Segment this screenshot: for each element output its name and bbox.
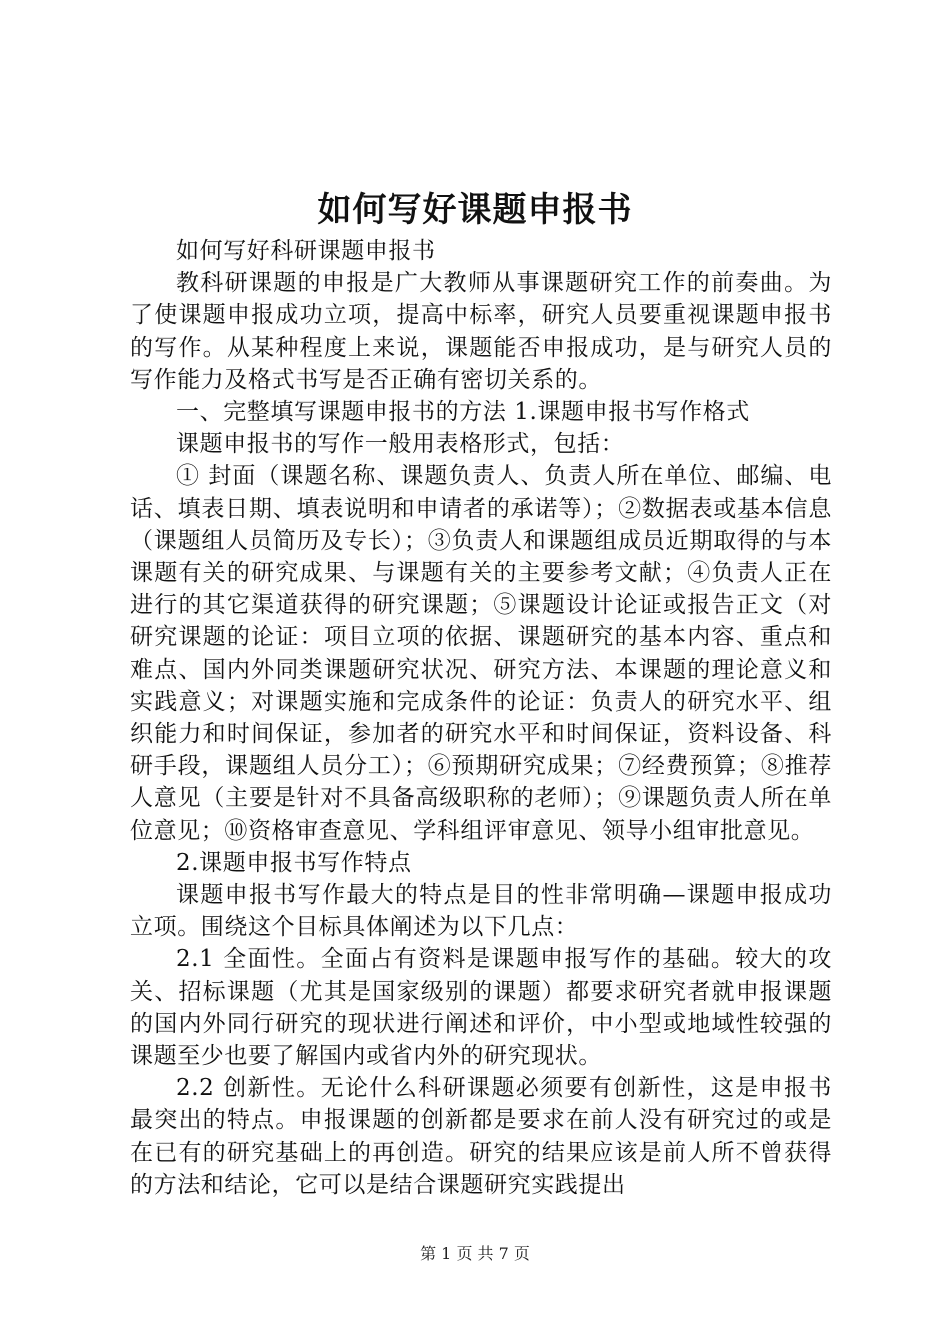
paragraph-format-list: ① 封面（课题名称、课题负责人、负责人所在单位、邮编、电话、填表日期、填表说明和申请者的承诺等）；②数据表或基本信息（课题组人员简历及专长）；③负责人和课题组成员近期取得的与本课题有关的研究成果、与课题有关的主要参考文献；④负责人正在进行的其它渠道获得的研究课题；⑤课题设计论证或报告正文（对研究课题的论证：项目立项的依据、课题研究的基本内容、重点和难点、国内外同类课题研究状况、研究方法、本课题的理论意义和实践意义；对课题实施和完成条件的论证：负责人的研究水平、组织能力和时间保证，参加者的研究水平和时间保证，资料设备、科研手段，课题组人员分工）；⑥预期研究成果；⑦经费预算；⑧推荐人意见（主要是针对不具备高级职称的老师）；⑨课题负责人所在单位意见；⑩资格审查意见、学科组评审意见、领导小组审批意见。 xyxy=(130,463,832,844)
paragraph-features-lead: 课题申报书写作最大的特点是目的性非常明确—课题申报成功立项。围绕这个目标具体阐述为以下几点： xyxy=(130,882,832,941)
paragraph-intro: 教科研课题的申报是广大教师从事课题研究工作的前奏曲。为了使课题申报成功立项，提高中标率，研究人员要重视课题申报书的写作。从某种程度上来说，课题能否申报成功，是与研究人员的写作能力及格式书写是否正确有密切关系的。 xyxy=(130,270,832,393)
document-body xyxy=(130,235,832,1201)
paragraph-subtitle: 如何写好科研课题申报书 xyxy=(176,238,436,264)
page-number-footer: 第 1 页 共 7 页 xyxy=(420,1244,530,1263)
document-title: 如何写好课题申报书 xyxy=(317,190,633,230)
paragraph-innovation: 2.2 创新性。无论什么科研课题必须要有创新性，这是申报书最突出的特点。申报课题的创新都是要求在前人没有研究过的或是在已有的研究基础上的再创造。研究的结果应该是前人所不曾获得的方法和结论，它可以是结合课题研究实践提出 xyxy=(130,1075,832,1198)
paragraph-subsection-heading: 2.课题申报书写作特点 xyxy=(176,849,412,876)
paragraph-comprehensiveness: 2.1 全面性。全面占有资料是课题申报写作的基础。较大的攻关、招标课题（尤其是国家级别的课题）都要求研究者就申报课题的国内外同行研究的现状进行阐述和评价，中小型或地域性较强的课题至少也要了解国内或省内外的研究现状。 xyxy=(130,946,832,1070)
paragraph-format-lead: 课题申报书的写作一般用表格形式，包括： xyxy=(176,431,625,458)
paragraph-section-heading: 一、完整填写课题申报书的方法 1.课题申报书写作格式 xyxy=(176,399,750,426)
